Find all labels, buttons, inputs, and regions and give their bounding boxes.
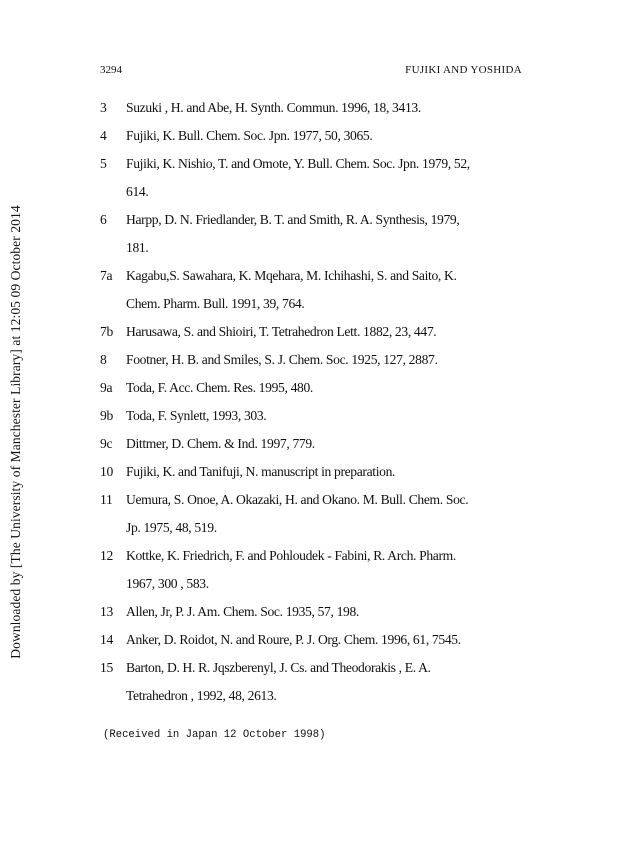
reference-number: 14 (100, 632, 113, 647)
page-number: 3294 (100, 64, 122, 76)
reference-line: Fujiki, K. Bull. Chem. Soc. Jpn. 1977, 50, 3065. (126, 128, 373, 143)
reference-number: 3 (100, 100, 107, 115)
reference-line: Toda, F. Acc. Chem. Res. 1995, 480. (126, 380, 313, 395)
reference-number: 13 (100, 604, 113, 619)
reference-number: 9b (100, 408, 113, 423)
received-date: (Received in Japan 12 October 1998) (103, 729, 326, 741)
reference-text (126, 486, 530, 542)
reference-number: 7a (100, 268, 113, 283)
reference-text (126, 262, 530, 318)
reference-item (100, 206, 530, 262)
reference-number: 10 (100, 464, 113, 479)
reference-line-continued: 181. (126, 240, 149, 255)
reference-number: 12 (100, 548, 113, 563)
reference-line: Suzuki , H. and Abe, H. Synth. Commun. 1996, 18, 3413. (126, 100, 421, 115)
reference-item (100, 542, 530, 598)
reference-line: Kagabu,S. Sawahara, K. Mqehara, M. Ichihashi, S. and Saito, K. (126, 268, 457, 283)
reference-text (126, 346, 530, 374)
reference-item (100, 430, 530, 458)
reference-number: 5 (100, 156, 107, 171)
reference-number: 6 (100, 212, 107, 227)
reference-item (100, 346, 530, 374)
reference-line-continued: 1967, 300 , 583. (126, 576, 209, 591)
reference-number: 11 (100, 492, 113, 507)
reference-text (126, 542, 530, 598)
reference-text (126, 94, 530, 122)
reference-line: Barton, D. H. R. Jqszberenyl, J. Cs. and Theodorakis , E. A. (126, 660, 431, 675)
reference-line: Kottke, K. Friedrich, F. and Pohloudek - Fabini, R. Arch. Pharm. (126, 548, 456, 563)
reference-line: Anker, D. Roidot, N. and Roure, P. J. Org. Chem. 1996, 61, 7545. (126, 632, 461, 647)
reference-number: 15 (100, 660, 113, 675)
reference-text (126, 626, 530, 654)
reference-text (126, 458, 530, 486)
reference-text (126, 122, 530, 150)
running-title: FUJIKI AND YOSHIDA (405, 64, 522, 76)
reference-line: Harusawa, S. and Shioiri, T. Tetrahedron Lett. 1882, 23, 447. (126, 324, 437, 339)
reference-item (100, 262, 530, 318)
reference-item (100, 598, 530, 626)
reference-text (126, 150, 530, 206)
reference-number: 9a (100, 380, 113, 395)
reference-text (126, 402, 530, 430)
reference-item (100, 318, 530, 346)
reference-number: 9c (100, 436, 113, 451)
page-header (100, 64, 522, 80)
reference-line: Fujiki, K. Nishio, T. and Omote, Y. Bull. Chem. Soc. Jpn. 1979, 52, (126, 156, 470, 171)
reference-text (126, 318, 530, 346)
reference-line: Dittmer, D. Chem. & Ind. 1997, 779. (126, 436, 315, 451)
reference-item (100, 626, 530, 654)
reference-text (126, 430, 530, 458)
reference-number: 4 (100, 128, 107, 143)
reference-item (100, 374, 530, 402)
reference-line: Harpp, D. N. Friedlander, B. T. and Smith, R. A. Synthesis, 1979, (126, 212, 460, 227)
download-watermark-text: Downloaded by [The University of Manchester Library] at 12:05 09 October 2014 (8, 205, 23, 659)
reference-item (100, 94, 530, 122)
reference-text (126, 206, 530, 262)
reference-item (100, 458, 530, 486)
reference-line: Toda, F. Synlett, 1993, 303. (126, 408, 267, 423)
reference-text (126, 598, 530, 626)
reference-line-continued: Chem. Pharm. Bull. 1991, 39, 764. (126, 296, 305, 311)
reference-line: Fujiki, K. and Tanifuji, N. manuscript in preparation. (126, 464, 396, 479)
reference-line-continued: Tetrahedron , 1992, 48, 2613. (126, 688, 277, 703)
reference-item (100, 654, 530, 710)
reference-line-continued: Jp. 1975, 48, 519. (126, 520, 217, 535)
references-list (100, 94, 530, 710)
reference-number: 8 (100, 352, 107, 367)
reference-item (100, 150, 530, 206)
reference-line: Uemura, S. Onoe, A. Okazaki, H. and Okano. M. Bull. Chem. Soc. (126, 492, 469, 507)
reference-item (100, 486, 530, 542)
reference-line-continued: 614. (126, 184, 149, 199)
reference-line: Allen, Jr, P. J. Am. Chem. Soc. 1935, 57, 198. (126, 604, 359, 619)
reference-text (126, 654, 530, 710)
reference-text (126, 374, 530, 402)
reference-number: 7b (100, 324, 113, 339)
reference-item (100, 122, 530, 150)
reference-line: Footner, H. B. and Smiles, S. J. Chem. Soc. 1925, 127, 2887. (126, 352, 438, 367)
reference-item (100, 402, 530, 430)
